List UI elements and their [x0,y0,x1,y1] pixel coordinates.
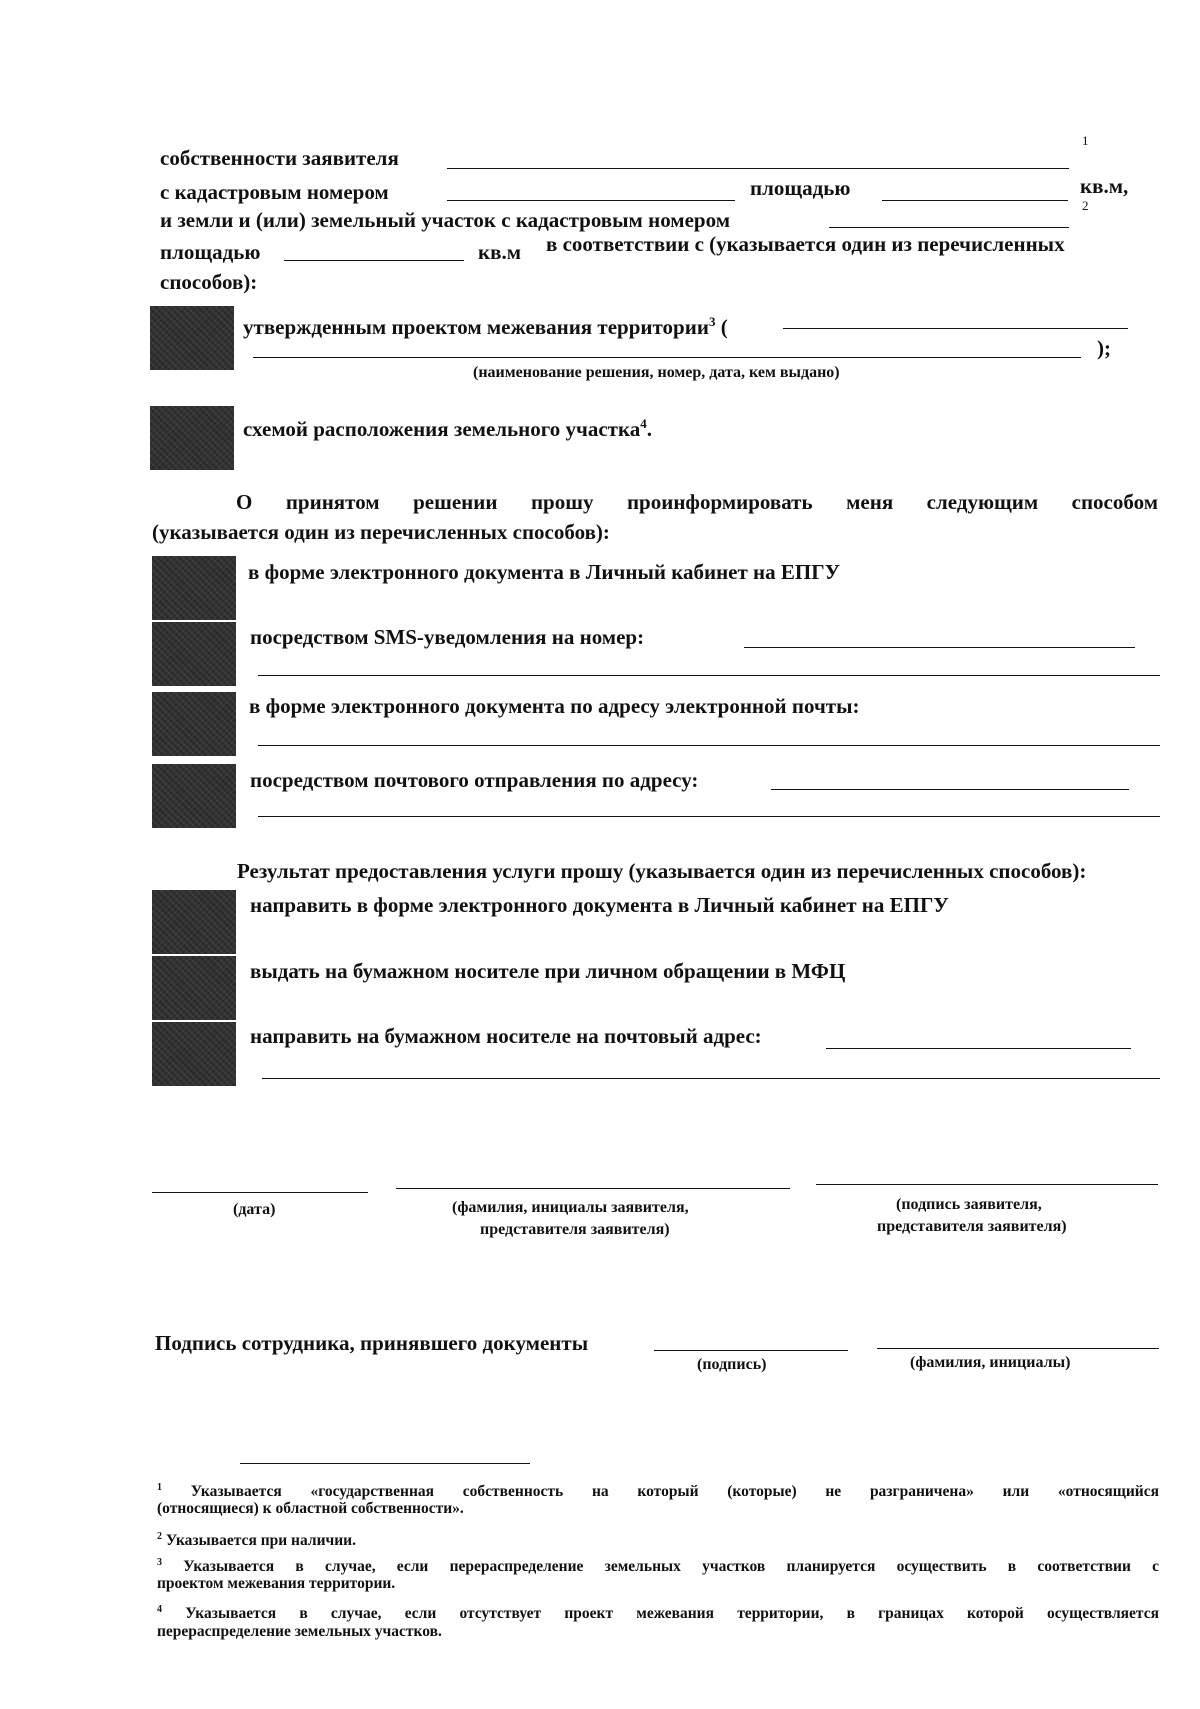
result-post-address-field[interactable] [826,1048,1131,1049]
post-address-field-2[interactable] [258,816,1160,817]
staff-sign-caption: (подпись) [697,1356,767,1373]
footnote-3-line1: $^3$ Указывается в случае, если перераспределение земельных участков планируется осуществить в соответствии с [157,1557,1160,1576]
footnote-4-line2: перераспределение земельных участков. [157,1623,442,1640]
ownership-field[interactable] [447,168,1069,169]
notify-option-sms: посредством SMS-уведомления на номер: [250,625,645,649]
footnote-2: $^2$ Указывается при наличии. [157,1531,356,1550]
area-label: площадью [750,176,851,200]
result-post-address-field-2[interactable] [262,1078,1160,1079]
checkbox-scheme[interactable] [150,406,234,470]
land-cadastral-field[interactable] [829,227,1069,228]
checkbox-notify-epgu[interactable] [152,556,236,620]
methods-text: способов): [160,270,258,294]
staff-name-caption: (фамилия, инициалы) [910,1354,1071,1371]
staff-name-field[interactable] [877,1348,1159,1349]
footnote-separator [240,1463,530,1464]
staff-sign-field[interactable] [654,1350,848,1351]
applicant-name-field[interactable] [396,1188,790,1189]
project-caption: (наименование решения, номер, дата, кем выдано) [473,364,840,381]
checkbox-notify-post[interactable] [152,764,236,828]
email-field[interactable] [258,745,1160,746]
staff-label: Подпись сотрудника, принявшего документы [155,1331,589,1355]
footnote-mark-2: 2 [1082,198,1089,213]
checkbox-notify-email[interactable] [152,692,236,756]
sign-caption-2: представителя заявителя) [877,1218,1067,1235]
result-option-post: направить на бумажном носителе на почтовый адрес: [250,1024,762,1048]
sms-number-field-2[interactable] [258,675,1160,676]
unit-m2-b: кв.м [478,240,521,264]
ownership-label: собственности заявителя [160,146,399,170]
land-area-field[interactable] [284,260,464,261]
option-scheme-label: схемой расположения земельного участка$^4$. [243,416,653,441]
project-field-2[interactable] [253,357,1081,358]
notify-option-email: в форме электронного документа по адресу электронной почты: [249,694,860,718]
sms-number-field[interactable] [744,647,1135,648]
applicant-sign-field[interactable] [816,1184,1158,1185]
footnote-4-line1: $^4$ Указывается в случае, если отсутствует проект межевания территории, в границах которой осуществляется [157,1604,1160,1623]
date-caption: (дата) [233,1201,276,1218]
date-field[interactable] [152,1192,368,1193]
land-label: и земли и (или) земельный участок с кадастровым номером [160,208,731,232]
result-intro: Результат предоставления услуги прошу (указывается один из перечисленных способов): [237,859,1087,883]
footnote-1-line1: $^1$ Указывается «государственная собственность на который (которые) не разграничена» или «относящийся [157,1482,1160,1501]
unit-m2: кв.м, [1080,174,1129,198]
cadastral-label: с кадастровым номером [160,180,389,204]
result-option-mfc: выдать на бумажном носителе при личном обращении в МФЦ [250,959,846,983]
area-field[interactable] [882,200,1068,201]
footnote-mark-1: 1 [1082,133,1089,148]
checkbox-result-mfc[interactable] [152,956,236,1020]
checkbox-result-epgu[interactable] [152,890,236,954]
name-caption-2: представителя заявителя) [480,1221,670,1238]
sign-caption-1: (подпись заявителя, [896,1196,1042,1213]
result-option-epgu: направить в форме электронного документа в Личный кабинет на ЕПГУ [250,893,949,917]
footnote-3-line2: проектом межевания территории. [157,1575,396,1592]
checkbox-project[interactable] [150,306,234,370]
option-project-label: утвержденным проектом межевания территории$^3$ ( [243,314,728,339]
area-label-2: площадью [160,240,261,264]
footnote-1-line2: (относящиеся) к областной собственности». [157,1500,464,1517]
cadastral-number-field[interactable] [447,200,735,201]
notify-intro-line2: (указывается один из перечисленных способов): [152,520,610,544]
checkbox-result-post[interactable] [152,1022,236,1086]
name-caption-1: (фамилия, инициалы заявителя, [452,1199,689,1216]
notify-option-epgu: в форме электронного документа в Личный кабинет на ЕПГУ [248,560,841,584]
post-address-field[interactable] [771,789,1129,790]
notify-intro-line1: О принятом решении прошу проинформировать меня следующим способом [236,490,1158,514]
accordance-text: в соответствии с (указывается один из перечисленных [546,232,1065,256]
checkbox-notify-sms[interactable] [152,622,236,686]
project-close: ); [1097,336,1111,360]
project-field-1[interactable] [783,328,1128,329]
notify-option-post: посредством почтового отправления по адресу: [250,768,699,792]
